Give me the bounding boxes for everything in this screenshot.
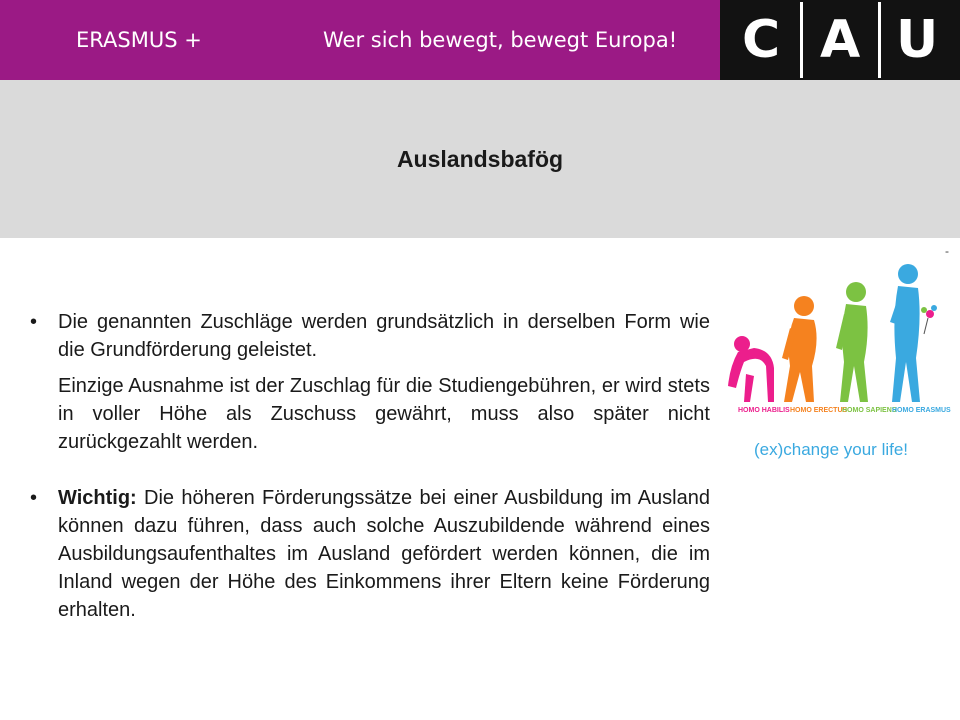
homo-erectus-figure bbox=[782, 296, 817, 402]
homo-habilis-figure bbox=[728, 336, 774, 402]
logo-letter-u: U bbox=[896, 10, 939, 70]
label-sapiens: HOMO SAPIENS bbox=[842, 407, 897, 414]
bullet-item bbox=[28, 308, 710, 364]
slide-content bbox=[28, 308, 710, 624]
spacer bbox=[28, 456, 710, 484]
logo-divider bbox=[800, 2, 803, 78]
homo-erasmus-figure bbox=[890, 264, 920, 402]
decorative-dot: - bbox=[945, 244, 949, 258]
bullet-dot-icon: • bbox=[30, 487, 38, 509]
evolution-illustration bbox=[724, 262, 951, 466]
bullet-text: Die genannten Zuschläge werden grundsätzlich in derselben Form wie die Grundförderung geleistet. bbox=[58, 311, 710, 361]
illustration-caption: (ex)change your life! bbox=[754, 440, 909, 459]
logo-letter-a: A bbox=[820, 10, 861, 70]
bullet-lead: Wichtig: bbox=[58, 487, 137, 509]
logo-divider bbox=[878, 2, 881, 78]
label-erasmus: HOMO ERASMUS bbox=[892, 407, 951, 414]
bullet-dot-icon: • bbox=[30, 311, 38, 333]
header-slogan: Wer sich bewegt, bewegt Europa! bbox=[323, 28, 678, 52]
label-erectus: HOMO ERECTUS bbox=[790, 407, 848, 414]
logo-letter-c: C bbox=[742, 10, 781, 70]
header-program-name: ERASMUS + bbox=[76, 28, 202, 52]
pinwheel-icon bbox=[921, 305, 937, 334]
bullet-subparagraph: Einzige Ausnahme ist der Zuschlag für die Studiengebühren, er wird stets in voller Höhe als Zuschuss gewährt, muss also später nicht zurückgezahlt werden. bbox=[58, 375, 710, 453]
slide-title: Auslandsbafög bbox=[396, 146, 564, 172]
bullet-text: Die höheren Förderungssätze bei einer Ausbildung im Ausland können dazu führen, dass auch solche Auszubildende während eines Ausbildungsaufenthaltes im Ausland gefördert werden können, die im Inland wegen der Höhe des Einkommens ihrer Eltern keine Förderung erhalten. bbox=[58, 487, 710, 621]
label-habilis: HOMO HABILIS bbox=[738, 407, 790, 414]
homo-sapiens-figure bbox=[836, 282, 868, 402]
bullet-item bbox=[28, 484, 710, 624]
cau-logo bbox=[720, 0, 960, 80]
